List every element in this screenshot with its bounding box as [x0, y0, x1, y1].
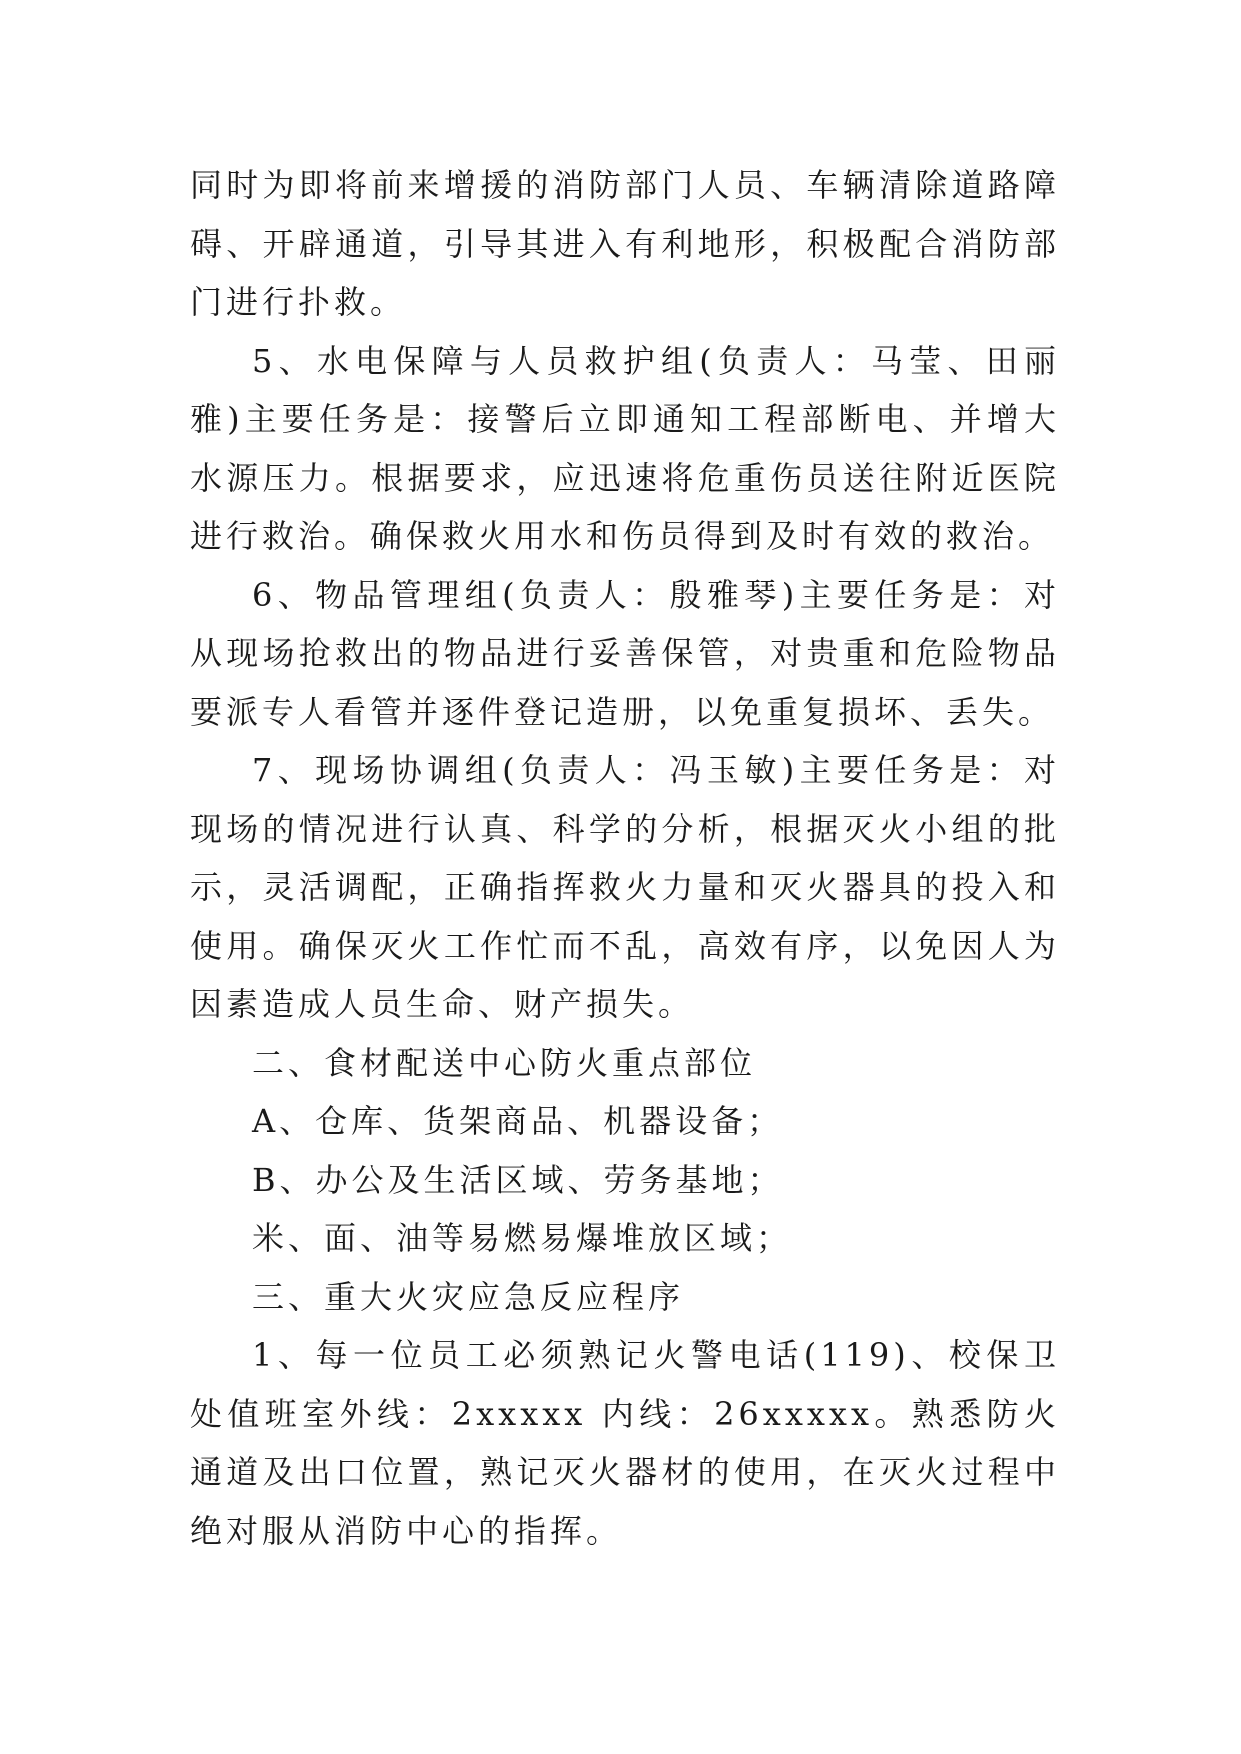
paragraph-continuation: 同时为即将前来增援的消防部门人员、车辆清除道路障碍、开辟通道，引导其进入有利地形，积极配合消防部门进行扑救。: [190, 166, 1060, 321]
paragraph-step-1: 1、每一位员工必须熟记火警电话(119)、校保卫处值班室外线：2xxxxx 内线：26xxxxx。熟悉防火通道及出口位置，熟记灭火器材的使用，在灭火过程中绝对服从消防中心的指挥。: [190, 1336, 1060, 1550]
list-item-b: B、办公及生活区域、劳务基地；: [252, 1160, 784, 1199]
paragraph-item-5: 5、水电保障与人员救护组(负责人：马莹、田丽雅)主要任务是：接警后立即通知工程部断电、并增大水源压力。根据要求，应迅速将危重伤员送往附近医院进行救治。确保救火用水和伤员得到及时有效的救治。: [190, 341, 1060, 555]
paragraph-item-6: 6、物品管理组(负责人：殷雅琴)主要任务是：对从现场抢救出的物品进行妥善保管，对贵重和危险物品要派专人看管并逐件登记造册，以免重复损坏、丢失。: [190, 575, 1060, 731]
list-item-c: 米、面、油等易燃易爆堆放区域；: [252, 1219, 793, 1257]
section-heading-2: 二、食材配送中心防火重点部位: [252, 1043, 757, 1082]
section-heading-3: 三、重大火灾应急反应程序: [252, 1277, 685, 1316]
list-item-a: A、仓库、货架商品、机器设备；: [252, 1102, 784, 1140]
paragraph-item-7: 7、现场协调组(负责人：冯玉敏)主要任务是：对现场的情况进行认真、科学的分析，根据灭火小组的批示，灵活调配，正确指挥救火力量和灭火器具的投入和使用。确保灭火工作忙而不乱，高效有序，以免因人为因素造成人员生命、财产损失。: [190, 751, 1060, 1023]
document-body: [190, 156, 1060, 1560]
